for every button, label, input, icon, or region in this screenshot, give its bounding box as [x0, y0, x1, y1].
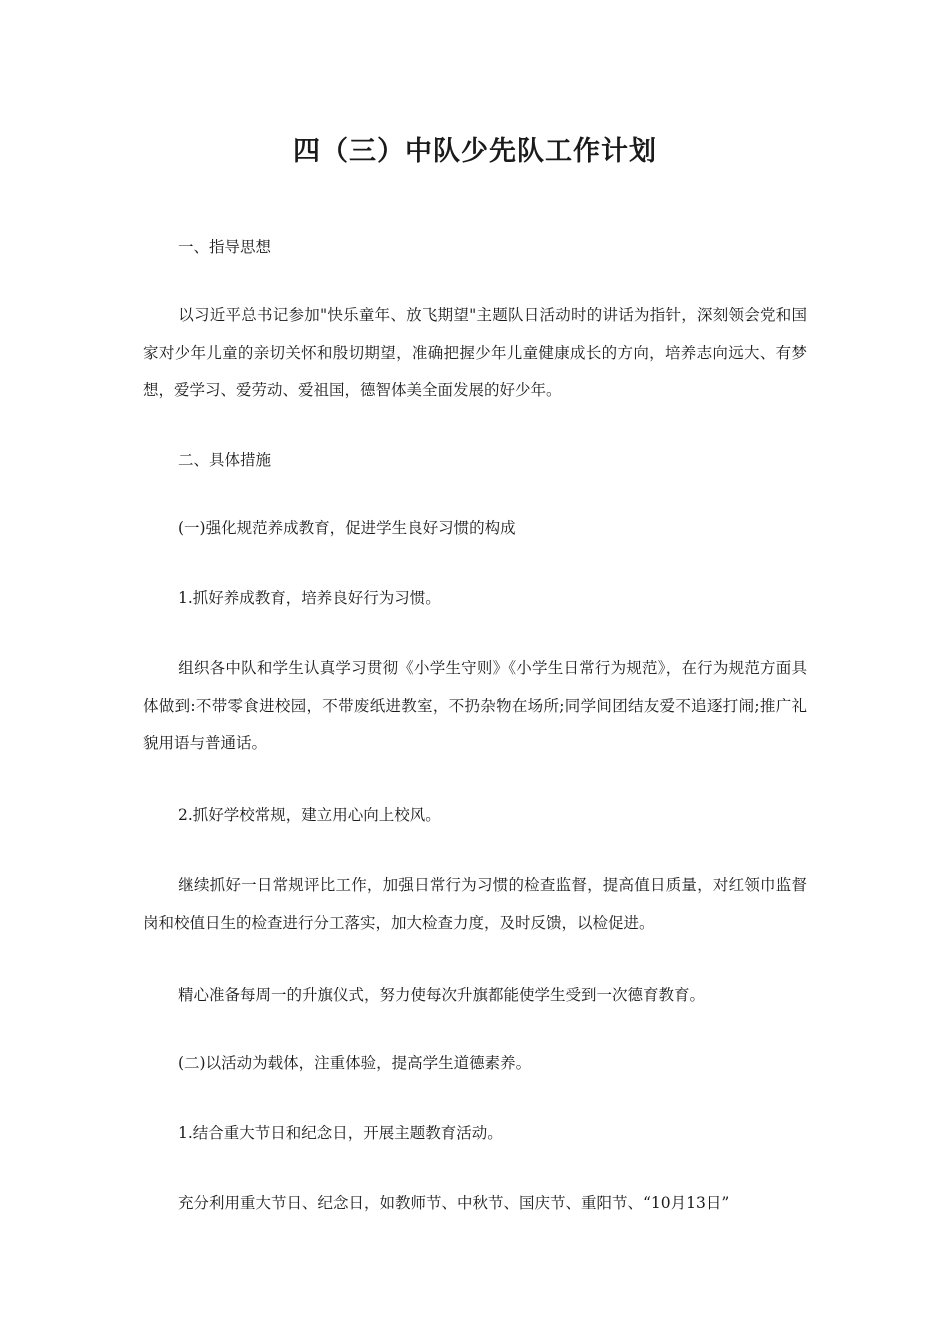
- subsection-heading-1: (一)强化规范养成教育，促进学生良好习惯的构成: [178, 519, 516, 537]
- paragraph-daily-routine: 继续抓好一日常规评比工作，加强日常行为习惯的检查监督，提高值日质量，对红领巾监督岗和校值日生的检查进行分工落实，加大检查力度，及时反馈，以检促进。: [143, 876, 807, 932]
- item-heading-1-1: 1.抓好养成教育，培养良好行为习惯。: [178, 589, 441, 607]
- paragraph-behavior-norms: 组织各中队和学生认真学习贯彻《小学生守则》《小学生日常行为规范》，在行为规范方面具体做到:不带零食进校园，不带废纸进教室，不扔杂物在场所;同学间团结友爱不追逐打闹;推广礼貌用语与普通话。: [143, 659, 807, 752]
- paragraph-flag-ceremony: 精心准备每周一的升旗仪式，努力使每次升旗都能使学生受到一次德育教育。: [178, 986, 706, 1004]
- paragraph-guiding-ideology: 以习近平总书记参加"快乐童年、放飞期望"主题队日活动时的讲话为指针，深刻领会党和国家对少年儿童的亲切关怀和殷切期望，准确把握少年儿童健康成长的方向，培养志向远大、有梦想，爱学习、爱劳动、爱祖国，德智体美全面发展的好少年。: [143, 306, 807, 399]
- paragraph-festivals: 充分利用重大节日、纪念日，如教师节、中秋节、国庆节、重阳节、“10月13日”: [178, 1194, 730, 1212]
- section-heading-guiding-ideology: 一、指导思想: [178, 238, 272, 256]
- section-heading-specific-measures: 二、具体措施: [178, 451, 272, 469]
- item-heading-1-2: 2.抓好学校常规，建立用心向上校风。: [178, 806, 441, 824]
- document-title: 四（三）中队少先队工作计划: [293, 136, 657, 167]
- item-heading-2-1: 1.结合重大节日和纪念日，开展主题教育活动。: [178, 1124, 503, 1142]
- subsection-heading-2: (二)以活动为载体，注重体验，提高学生道德素养。: [178, 1054, 532, 1072]
